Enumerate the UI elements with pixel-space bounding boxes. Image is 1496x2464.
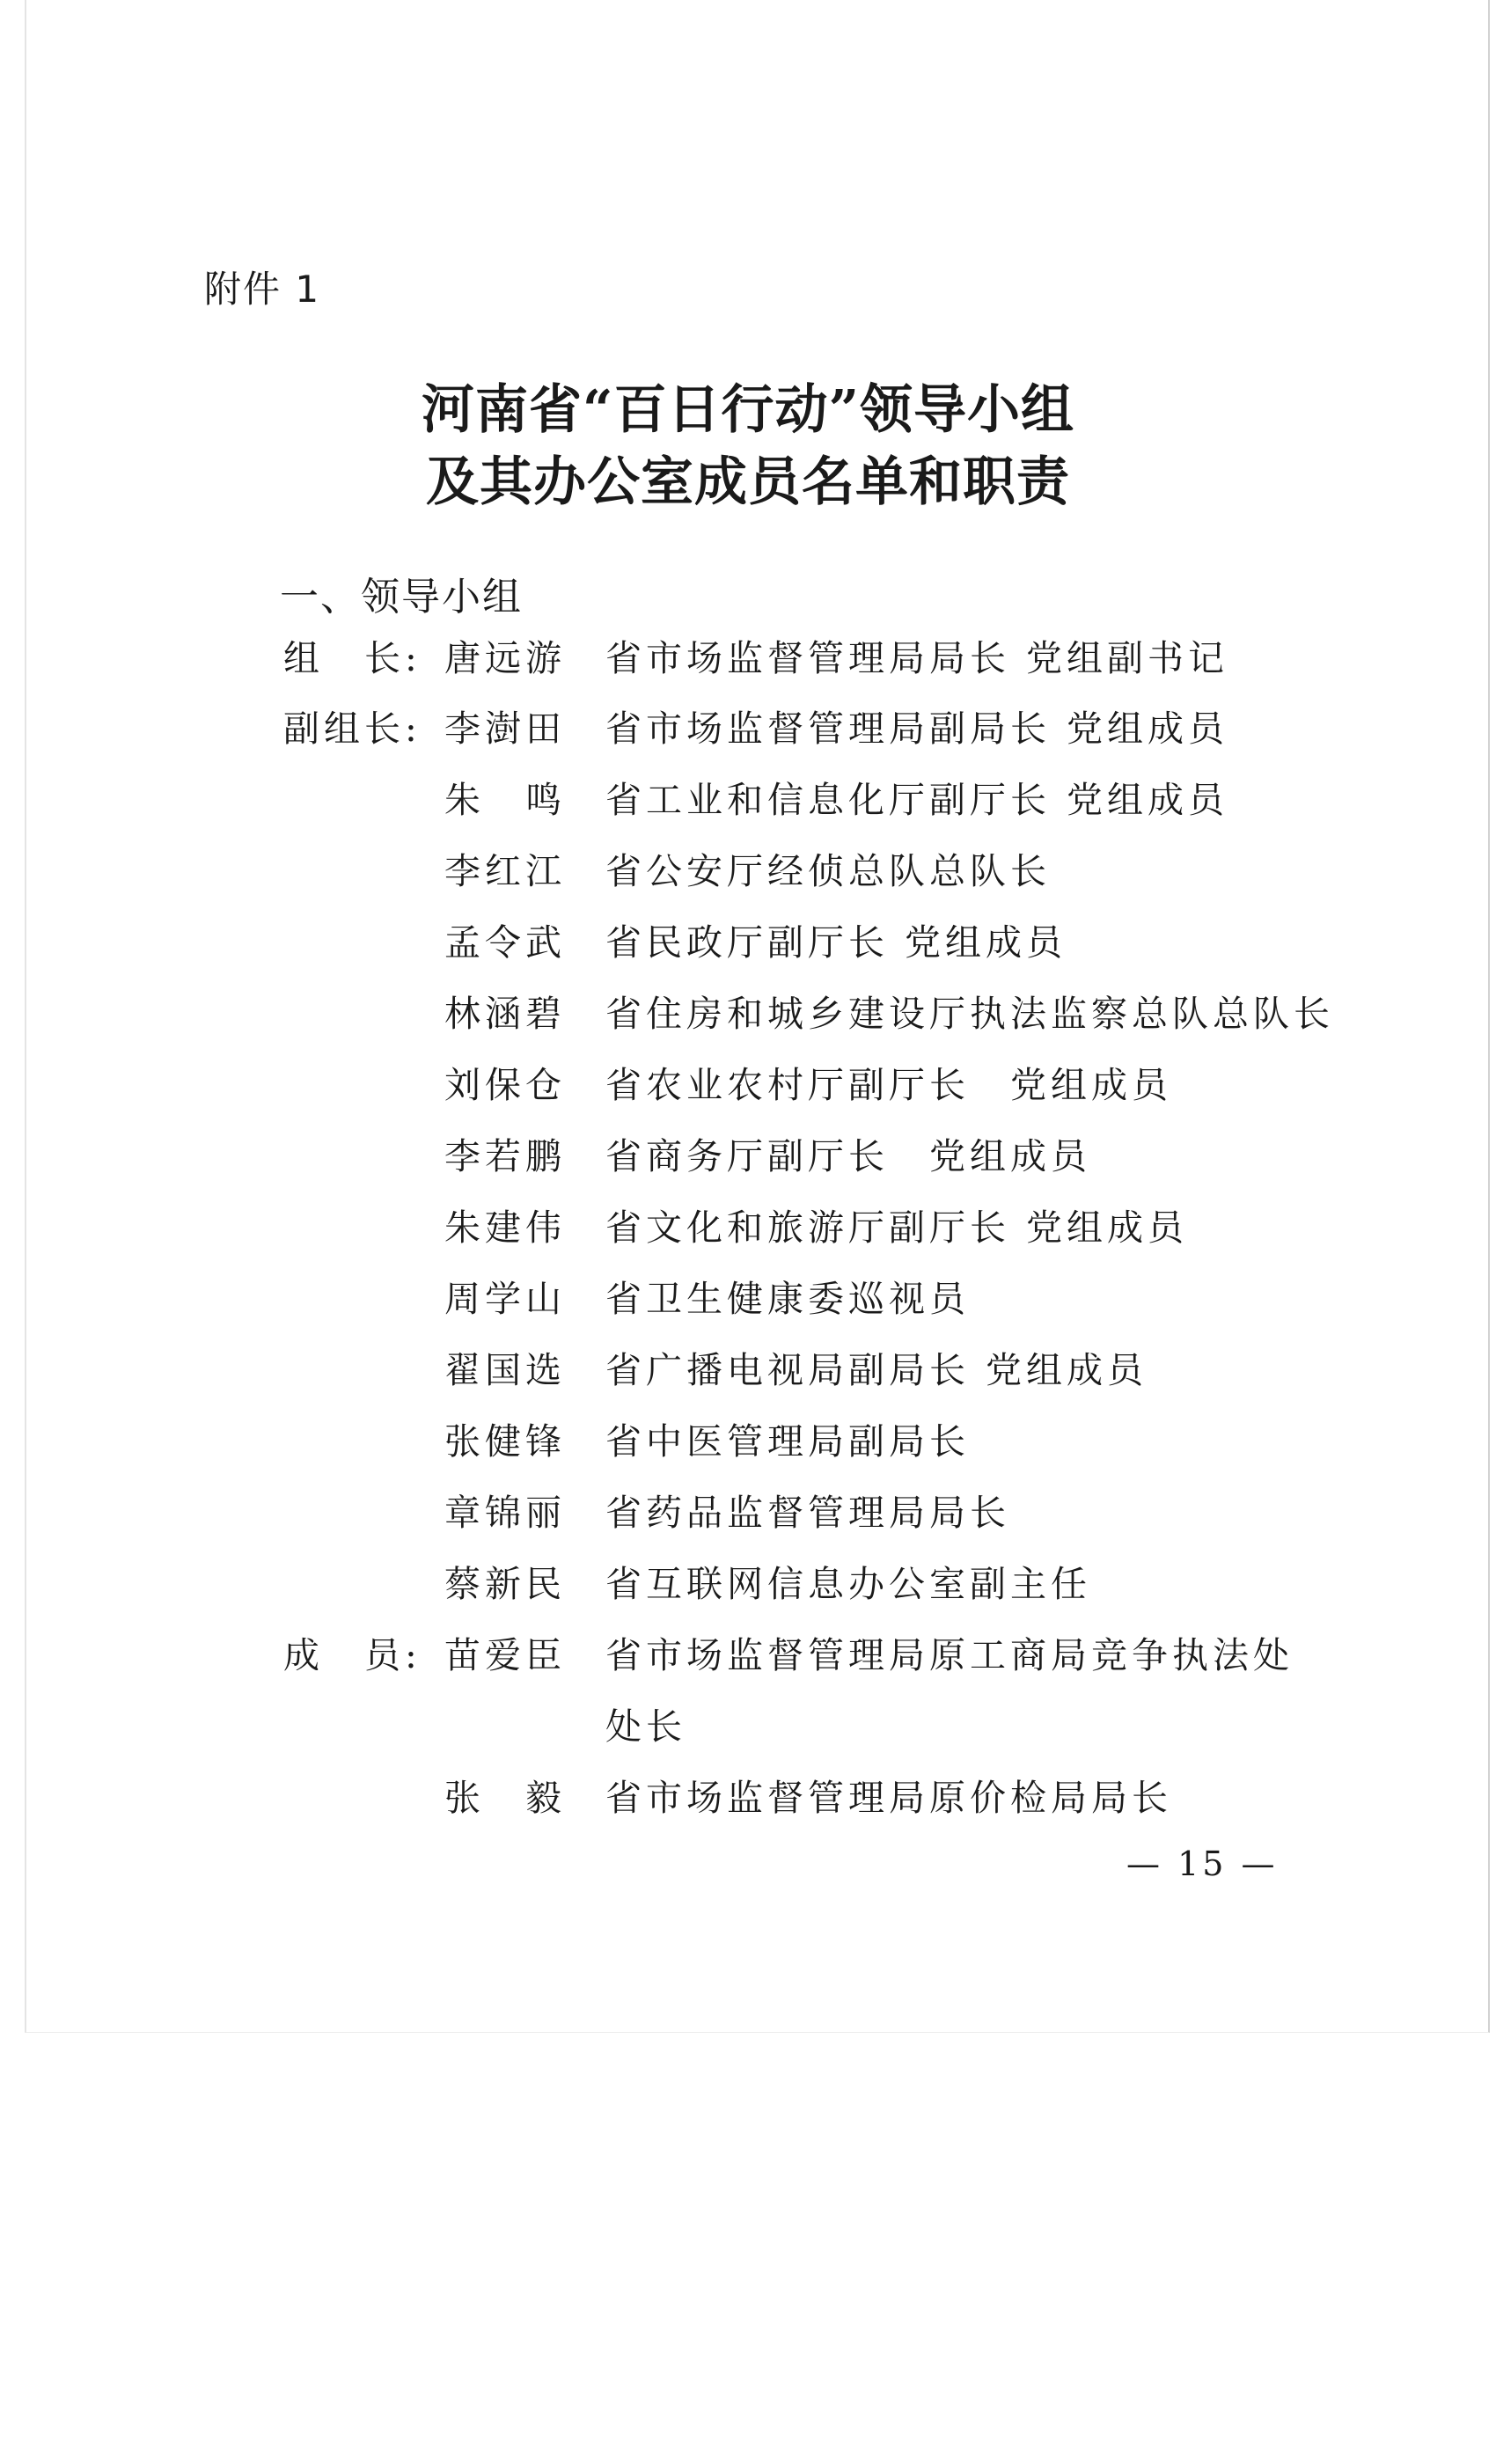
person-title: 省商务厅副厅长 党组成员 — [605, 1135, 1091, 1177]
person-title: 省公安厅经侦总队总队长 — [605, 850, 1051, 892]
person-title: 省市场监督管理局原价检局局长 — [605, 1777, 1172, 1819]
attachment-label: 附件 1 — [204, 268, 321, 311]
role-label: 组 长: — [283, 637, 422, 679]
person-title: 省广播电视局副局长 党组成员 — [605, 1349, 1148, 1391]
person-title: 处长 — [605, 1705, 686, 1748]
roster-row — [0, 632, 1496, 685]
roster-row — [0, 1059, 1496, 1111]
person-title: 省农业农村厅副厅长 党组成员 — [605, 1064, 1172, 1106]
person-name: 刘保仓 — [444, 1064, 566, 1106]
person-name: 朱建伟 — [444, 1206, 566, 1249]
person-name: 唐远游 — [444, 637, 566, 679]
document-title-line-1: 河南省“百日行动”领导小组 — [421, 379, 1075, 441]
person-name: 李澍田 — [444, 708, 566, 750]
role-label: 副组长: — [283, 708, 422, 750]
roster-row — [0, 702, 1496, 755]
roster-row — [0, 1272, 1496, 1325]
person-title: 省中医管理局副局长 — [605, 1420, 970, 1463]
document-title-line-2: 及其办公室成员名单和职责 — [426, 451, 1070, 513]
roster-row — [0, 1629, 1496, 1682]
person-title: 省文化和旅游厅副厅长 党组成员 — [605, 1206, 1189, 1249]
person-name: 张 毅 — [444, 1777, 566, 1819]
person-title: 省市场监督管理局局长 党组副书记 — [605, 637, 1229, 679]
section-heading: 一、领导小组 — [280, 575, 523, 620]
person-title: 省工业和信息化厅副厅长 党组成员 — [605, 779, 1229, 821]
roster-row — [0, 1415, 1496, 1468]
roster-row — [0, 1486, 1496, 1539]
role-label: 成 员: — [283, 1634, 422, 1676]
roster-row — [0, 1130, 1496, 1183]
roster-row — [0, 774, 1496, 826]
roster-row — [0, 1700, 1496, 1753]
person-title: 省药品监督管理局局长 — [605, 1492, 1010, 1534]
person-title: 省卫生健康委巡视员 — [605, 1278, 970, 1320]
roster-row — [0, 1558, 1496, 1610]
person-title: 省住房和城乡建设厅执法监察总队总队长 — [605, 993, 1334, 1035]
person-name: 周学山 — [444, 1278, 566, 1320]
person-name: 张健锋 — [444, 1420, 566, 1463]
person-name: 李若鹏 — [444, 1135, 566, 1177]
person-title: 省市场监督管理局原工商局竞争执法处 — [605, 1634, 1294, 1676]
person-name: 朱 鸣 — [444, 779, 566, 821]
page-number: — 15 — — [1126, 1844, 1279, 1883]
person-name: 翟国选 — [444, 1349, 566, 1391]
roster-row — [0, 916, 1496, 969]
roster-row — [0, 1344, 1496, 1397]
roster-row — [0, 845, 1496, 898]
person-name: 苗爱臣 — [444, 1634, 566, 1676]
person-name: 蔡新民 — [444, 1563, 566, 1605]
person-title: 省民政厅副厅长 党组成员 — [605, 921, 1067, 964]
person-name: 林涵碧 — [444, 993, 566, 1035]
person-name: 章锦丽 — [444, 1492, 566, 1534]
person-name: 孟令武 — [444, 921, 566, 964]
person-title: 省互联网信息办公室副主任 — [605, 1563, 1091, 1605]
roster-row — [0, 987, 1496, 1040]
person-name: 李红江 — [444, 850, 566, 892]
roster-row — [0, 1201, 1496, 1254]
roster-row — [0, 1771, 1496, 1824]
person-title: 省市场监督管理局副局长 党组成员 — [605, 708, 1229, 750]
